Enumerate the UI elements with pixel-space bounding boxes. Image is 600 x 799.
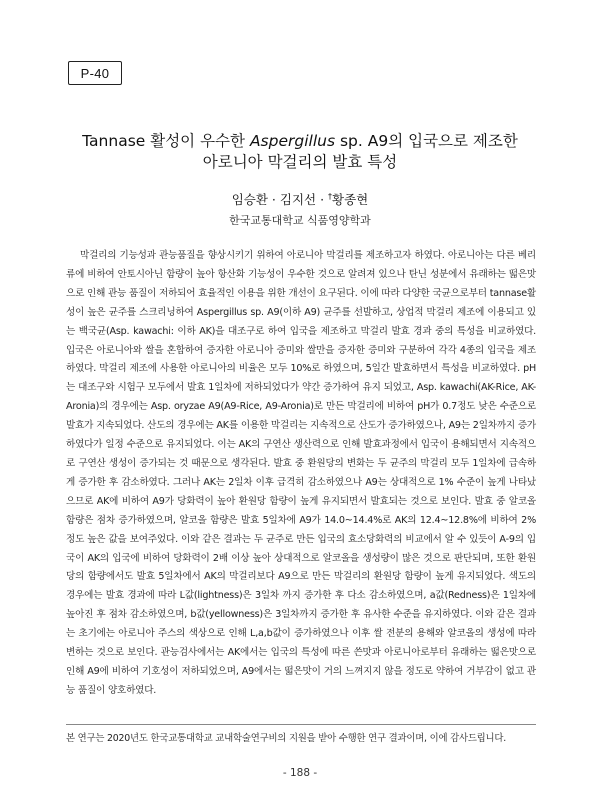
poster-number-badge: P-40 [68, 61, 122, 85]
page-number: - 188 - [282, 767, 318, 779]
abstract-paragraph: 막걸리의 기능성과 관능품질을 향상시키기 위하여 아로니아 막걸리를 제조하고자 하였다. 아로니아는 다른 베리류에 비하여 안토시아닌 함량이 높아 항산화 기능성이 우수한 것으로 알려져 있으나 탄닌 성분에서 유래하는 떫은맛으로 인해 관능 품질이 저하되어 효율적인 이용을 위한 개선이 요구된다. 이에 따라 다양한 국균으로부터 tannase활성이 높은 균주를 스크리닝하여 Aspergillus sp. A9(이하 A9) 균주를 선발하고, 상업적 막걸리 제조에 이용되고 있는 백국균(Asp. kawachi: 이하 AK)을 대조구로 하여 입국을 제조하고 막걸리 발효 경과 중의 특성을 비교하였다. 입국은 아로니아와 쌀을 혼합하여 증자한 아로니아 증미와 쌀만을 증자한 증미와 구분하여 각각 4종의 입국을 제조하였다. 막걸리 제조에 사용한 아로니아의 비율은 모두 10%로 하였으며, 5일간 발효하면서 특성을 비교하였다. pH는 대조구와 시험구 모두에서 발효 1일차에 저하되었다가 약간 증가하여 유지 되었고, Asp. kawachi(AK-Rice, AK-Aronia)의 경우에는 Asp. oryzae A9(A9-Rice, A9-Aronia)로 만든 막걸리에 비하여 pH가 0.7정도 낮은 수준으로 발효가 지속되었다. 산도의 경우에는 AK를 이용한 막걸리는 지속적으로 산도가 증가하였으나, A9는 2일차까지 증가하였다가 일정 수준으로 유지되었다. 이는 AK의 구연산 생산력으로 인해 발효과정에서 입국이 용해되면서 지속적으로 구연산 생성이 증가되는 것 때문으로 생각된다. 발효 중 환원당의 변화는 두 균주의 막걸리 모두 1일차에 급속하게 증가한 후 감소하였다. 그러나 AK는 2일차 이후 급격히 감소하였으나 A9는 상대적으로 1% 수준이 높게 나타났으므로 AK에 비하여 A9가 당화력이 높아 환원당 함량이 높게 유지되면서 발효되는 것으로 보인다. 발효 중 알코올 함량은 점차 증가하였으며, 알코올 함량은 발효 5일차에 A9가 14.0~14.4%로 AK의 12.4~12.8%에 비하여 2%정도 높은 값을 보여주었다. 이와 같은 결과는 두 균주로 만든 입국의 효소당화력의 비교에서 알 수 있듯이 A-9의 입국이 AK의 입국에 비하여 당화력이 2배 이상 높아 상대적으로 알코올을 생성량이 많은 것으로 판단되며, 또한 환원당의 함량에서도 발효 5일차에서 AK의 막걸리보다 A9으로 만든 막걸리의 환원당 함량이 높게 유지되었다. 색도의 경우에는 발효 경과에 따라 L값(lightness)은 3일차 까지 증가한 후 다소 감소하였으며, a값(Redness)은 1일차에 높아진 후 점차 감소하였으며, b값(yellowness)은 3일차까지 증가한 후 유사한 수준을 유지하였다. 이와 같은 결과는 초기에는 아로니아 주스의 색상으로 인해 L,a,b값이 증가하였으나 이후 쌀 전분의 용해와 알코올의 생성에 따라 변하는 것으로 보인다. 관능검사에서는 AK에서는 입국의 특성에 따른 쓴맛과 아로니아로부터 유래하는 떫은맛으로 인해 A9에 비하여 기호성이 저하되었으며, A9에서는 떫은맛이 거의 느껴지지 않을 정도로 약하여 거부감이 없고 관능 품질이 양호하였다. [66, 250, 536, 696]
title-genus-italic: Aspergillus [249, 132, 336, 150]
footnote-divider [66, 724, 536, 725]
corresponding-author-mark: † [328, 192, 333, 201]
author-names: 임승환 · 김지선 · [231, 192, 329, 207]
author-list [40, 190, 560, 208]
affiliation: 한국교통대학교 식품영양학과 [229, 214, 371, 227]
paper-title-line-2: 아로니아 막걸리의 발효 특성 [202, 153, 398, 171]
corresponding-author-name: 황종현 [332, 192, 369, 207]
paper-title-line-1 [40, 130, 560, 152]
abstract-body [66, 247, 536, 701]
title-text-post: sp. A9의 입국으로 제조한 [335, 132, 518, 150]
title-text-pre: Tannase 활성이 우수한 [82, 132, 250, 150]
funding-footnote: 본 연구는 2020년도 한국교통대학교 교내학술연구비의 지원을 받아 수행한 연구 결과이며, 이에 감사드립니다. [66, 733, 507, 744]
